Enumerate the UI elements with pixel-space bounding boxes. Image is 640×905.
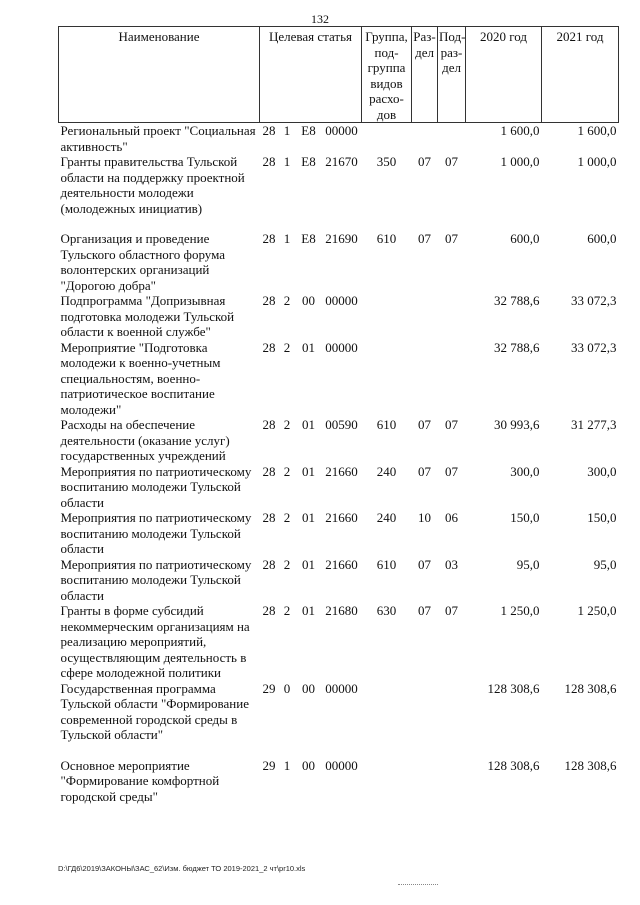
section-code: 07	[418, 417, 432, 432]
amount-2020: 32 788,6	[494, 339, 540, 355]
table-row	[59, 154, 619, 216]
table-body	[59, 123, 619, 805]
subsection-code	[438, 758, 466, 805]
table-row	[59, 464, 619, 511]
amount-2021: 95,0	[593, 556, 617, 572]
row-name: Гранты в форме субсидий некоммерческим организациям на реализацию мероприятий, осуществляющим деятельность в сфере молодежной политики	[60, 603, 250, 680]
amount-2021: 33 072,3	[571, 293, 617, 308]
subsection-code: 06	[445, 510, 459, 525]
subsection-code	[438, 681, 466, 743]
subsection-code	[438, 123, 466, 155]
section-code: 07	[418, 231, 432, 246]
target-code-direction: 21690	[325, 231, 358, 246]
header-expense-group: Группа, под-группа видов расхо-дов	[362, 27, 412, 123]
target-code-event: 00	[302, 293, 315, 308]
row-name: Подпрограмма "Допризывная подготовка молодежи Тульской области к военной службе"	[60, 293, 235, 339]
target-code-subprogram: 2	[283, 293, 291, 308]
amount-2021: 128 308,6	[564, 680, 617, 696]
header-section: Раз-дел	[412, 27, 438, 123]
amount-2021: 128 308,6	[564, 757, 617, 773]
amount-2020: 95,0	[516, 556, 540, 572]
section-code	[412, 123, 438, 155]
amount-2021: 33 072,3	[571, 339, 617, 355]
table-row	[59, 510, 619, 557]
table-header-row	[59, 27, 619, 123]
target-code-program: 29	[262, 680, 276, 696]
target-code-direction: 21670	[325, 154, 358, 169]
expense-group	[362, 340, 412, 418]
page-number: 132	[311, 12, 329, 26]
target-code-direction: 21680	[325, 603, 358, 618]
amount-2020: 30 993,6	[494, 417, 540, 432]
target-code-subprogram: 2	[283, 339, 291, 355]
amount-2020: 1 250,0	[500, 603, 540, 618]
target-code-program: 28	[262, 123, 276, 138]
target-code-direction: 21660	[325, 510, 358, 525]
row-name: Гранты правительства Тульской области на поддержку проектной деятельности молодежи (молодежных инициатив)	[60, 154, 245, 216]
target-code-subprogram: 2	[283, 463, 291, 479]
row-name: Расходы на обеспечение деятельности (оказание услуг) государственных учреждений	[60, 417, 230, 463]
header-year-2021: 2021 год	[542, 27, 619, 123]
target-code-program: 28	[262, 231, 276, 246]
target-code-direction: 21660	[325, 556, 358, 572]
row-spacer	[59, 743, 619, 758]
section-code	[412, 681, 438, 743]
target-code-event: 01	[302, 339, 315, 355]
subsection-code	[438, 340, 466, 418]
scan-mark	[398, 884, 438, 887]
expense-group: 350	[376, 154, 397, 169]
header-target-article: Целевая статья	[260, 27, 362, 123]
target-code-program: 28	[262, 510, 276, 525]
budget-table-container	[58, 26, 618, 804]
spacer-cell	[59, 216, 619, 231]
expense-group	[362, 681, 412, 743]
header-subsection: Под-раз-дел	[438, 27, 466, 123]
row-name: Мероприятия по патриотическому воспитанию молодежи Тульской области	[60, 510, 252, 556]
section-code: 07	[418, 603, 432, 618]
section-code	[412, 340, 438, 418]
target-code-program: 28	[262, 339, 276, 355]
target-code-subprogram: 2	[283, 556, 291, 572]
row-name: Мероприятие "Подготовка молодежи к военно-учетным специальностям, военно-патриотическое воспитание молодежи"	[60, 339, 221, 417]
table-row	[59, 758, 619, 805]
target-code-program: 28	[262, 293, 276, 308]
target-code-direction: 00000	[325, 123, 358, 138]
target-code-subprogram: 2	[283, 510, 291, 525]
file-path-footer: D:\ГД6\2019\ЗАКОНЫ\ЗАС_62\Изм. бюджет ТО 2019-2021_2 чт\pr10.xls	[58, 864, 306, 873]
target-code-event: 01	[302, 510, 315, 525]
row-name: Мероприятия по патриотическому воспитанию молодежи Тульской области	[60, 463, 252, 510]
target-code-subprogram: 1	[283, 154, 291, 169]
subsection-code: 07	[445, 231, 459, 246]
expense-group: 240	[376, 463, 397, 479]
amount-2020: 150,0	[510, 510, 540, 525]
target-code-event: Е8	[301, 123, 316, 138]
expense-group: 610	[376, 556, 397, 572]
amount-2021: 1 250,0	[577, 603, 617, 618]
expense-group	[362, 293, 412, 340]
section-code	[412, 758, 438, 805]
expense-group: 240	[376, 510, 397, 525]
subsection-code: 07	[445, 417, 459, 432]
target-code-direction: 00000	[325, 293, 358, 308]
table-row	[59, 340, 619, 418]
target-code-subprogram: 2	[283, 417, 291, 432]
section-code	[412, 293, 438, 340]
target-code-event: 00	[302, 757, 315, 773]
section-code: 07	[418, 556, 432, 572]
section-code: 10	[418, 510, 432, 525]
subsection-code: 07	[445, 463, 459, 479]
table-row	[59, 557, 619, 604]
amount-2021: 1 600,0	[577, 123, 617, 138]
table-row	[59, 417, 619, 464]
row-name: Региональный проект "Социальная активность"	[60, 123, 256, 154]
target-code-event: 01	[302, 463, 315, 479]
target-code-program: 28	[262, 463, 276, 479]
header-year-2020: 2020 год	[466, 27, 542, 123]
amount-2020: 300,0	[510, 463, 540, 479]
section-code: 07	[418, 154, 432, 169]
table-row	[59, 123, 619, 155]
row-name: Мероприятия по патриотическому воспитанию молодежи Тульской области	[60, 556, 252, 603]
amount-2021: 31 277,3	[571, 417, 617, 432]
amount-2021: 600,0	[587, 231, 617, 246]
expense-group: 630	[376, 603, 397, 618]
row-spacer	[59, 216, 619, 231]
target-code-direction: 00000	[325, 680, 358, 696]
target-code-subprogram: 1	[283, 231, 291, 246]
target-code-event: 00	[302, 680, 315, 696]
expense-group: 610	[376, 417, 397, 432]
target-code-event: 01	[302, 556, 315, 572]
row-name: Основное мероприятие "Формирование комфортной городской среды"	[60, 757, 220, 804]
target-code-direction: 00000	[325, 339, 358, 355]
target-code-direction: 00590	[325, 417, 358, 432]
amount-2020: 32 788,6	[494, 293, 540, 308]
subsection-code: 03	[445, 556, 459, 572]
expense-group	[362, 123, 412, 155]
amount-2020: 128 308,6	[487, 757, 540, 773]
target-code-direction: 21660	[325, 463, 358, 479]
target-code-program: 29	[262, 757, 276, 773]
row-name: Государственная программа Тульской области "Формирование современной городской среды в Тульской области"	[60, 680, 249, 742]
target-code-subprogram: 1	[283, 757, 291, 773]
expense-group	[362, 758, 412, 805]
spacer-cell	[59, 743, 619, 758]
target-code-event: 01	[302, 603, 315, 618]
target-code-event: 01	[302, 417, 315, 432]
budget-table	[58, 26, 619, 804]
amount-2021: 1 000,0	[577, 154, 617, 169]
target-code-event: Е8	[301, 154, 316, 169]
section-code: 07	[418, 463, 432, 479]
amount-2020: 128 308,6	[487, 680, 540, 696]
table-row	[59, 681, 619, 743]
row-name: Организация и проведение Тульского областного форума волонтерских организаций "Дорогою добра"	[60, 231, 226, 293]
amount-2020: 1 600,0	[500, 123, 540, 138]
amount-2021: 300,0	[587, 463, 617, 479]
subsection-code: 07	[445, 154, 459, 169]
table-row	[59, 293, 619, 340]
target-code-program: 28	[262, 603, 276, 618]
table-row	[59, 603, 619, 681]
expense-group: 610	[376, 231, 397, 246]
target-code-subprogram: 1	[283, 123, 291, 138]
target-code-subprogram: 2	[283, 603, 291, 618]
amount-2020: 600,0	[510, 231, 540, 246]
amount-2021: 150,0	[587, 510, 617, 525]
target-code-program: 28	[262, 556, 276, 572]
amount-2020: 1 000,0	[500, 154, 540, 169]
table-row	[59, 231, 619, 293]
header-name: Наименование	[59, 27, 260, 123]
target-code-program: 28	[262, 154, 276, 169]
subsection-code	[438, 293, 466, 340]
subsection-code: 07	[445, 603, 459, 618]
target-code-event: Е8	[301, 231, 316, 246]
target-code-direction: 00000	[325, 757, 358, 773]
target-code-subprogram: 0	[283, 680, 291, 696]
target-code-program: 28	[262, 417, 276, 432]
